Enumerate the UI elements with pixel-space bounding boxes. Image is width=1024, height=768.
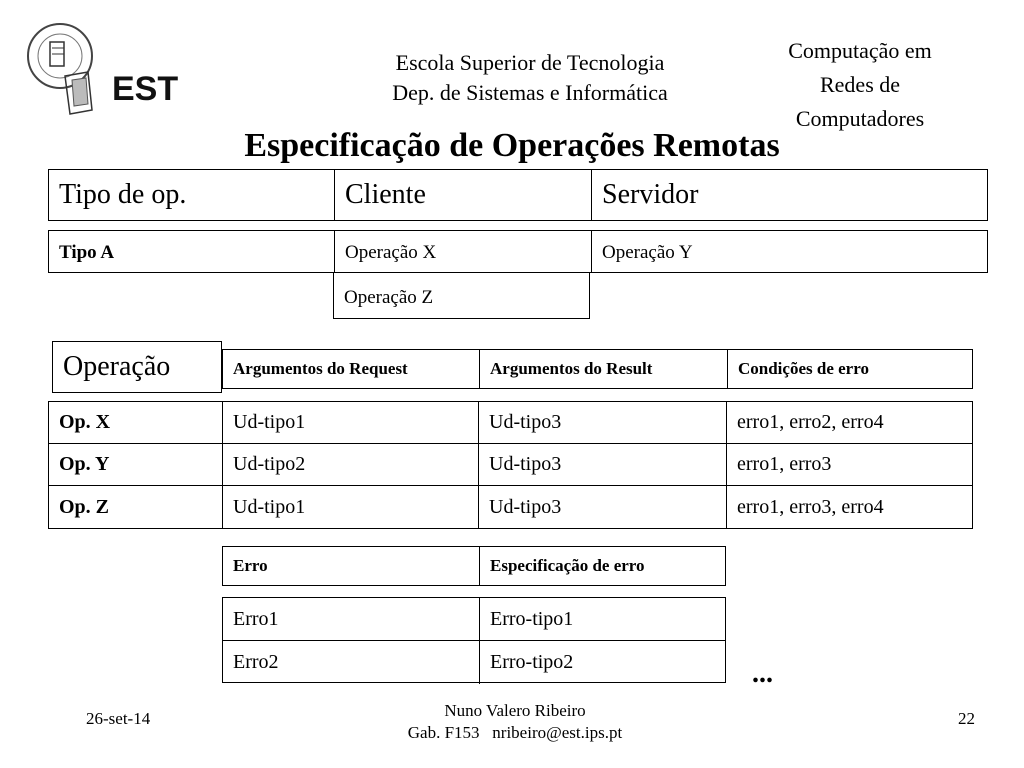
op-result: Ud-tipo3 bbox=[478, 402, 726, 443]
ops-header-type: Tipo de op. bbox=[59, 179, 187, 210]
op-request: Ud-tipo2 bbox=[222, 444, 478, 485]
error-name: Erro2 bbox=[233, 651, 279, 673]
school-logo bbox=[20, 18, 210, 118]
operation-table-body bbox=[48, 401, 973, 529]
op-result: Ud-tipo3 bbox=[478, 444, 726, 485]
op-errors: erro1, erro3, erro4 bbox=[726, 486, 972, 528]
op-name: Op. Z bbox=[59, 495, 110, 518]
ops-row-client-extra: Operação Z bbox=[333, 272, 590, 319]
table-row bbox=[49, 402, 972, 444]
ops-header-client: Cliente bbox=[334, 170, 591, 220]
op-request: Ud-tipo1 bbox=[222, 486, 478, 528]
course-line-3: Computadores bbox=[795, 106, 925, 131]
error-header-spec: Especificação de erro bbox=[479, 547, 725, 585]
ops-header-server: Servidor bbox=[591, 170, 987, 220]
error-table-header bbox=[222, 546, 726, 586]
table-row bbox=[223, 641, 725, 684]
school-name bbox=[330, 48, 730, 108]
course-line-1: Computação em bbox=[788, 38, 932, 63]
operation-table-header bbox=[222, 349, 973, 389]
continuation-ellipsis: ... bbox=[752, 658, 773, 689]
error-header-name: Erro bbox=[233, 556, 268, 575]
table-row bbox=[49, 486, 972, 528]
svg-text:EST: EST bbox=[112, 70, 179, 108]
slide-title: Especificação de Operações Remotas bbox=[244, 127, 780, 164]
op-request: Ud-tipo1 bbox=[222, 402, 478, 443]
op-header-result: Argumentos do Result bbox=[479, 350, 727, 388]
op-result: Ud-tipo3 bbox=[478, 486, 726, 528]
footer-date: 26-set-14 bbox=[86, 709, 151, 728]
course-name bbox=[755, 34, 965, 136]
course-line-2: Redes de bbox=[819, 72, 901, 97]
school-line-1: Escola Superior de Tecnologia bbox=[395, 50, 665, 75]
table-row bbox=[49, 444, 972, 486]
table-row bbox=[223, 598, 725, 641]
op-errors: erro1, erro3 bbox=[726, 444, 972, 485]
op-name: Op. Y bbox=[59, 453, 110, 475]
error-name: Erro1 bbox=[233, 607, 279, 630]
footer-author: Nuno Valero Ribeiro bbox=[444, 701, 586, 720]
error-table-body bbox=[222, 597, 726, 683]
op-header-errors: Condições de erro bbox=[727, 350, 972, 388]
ops-table-header bbox=[48, 169, 988, 221]
op-errors: erro1, erro2, erro4 bbox=[726, 402, 972, 443]
seal-icon bbox=[20, 18, 210, 118]
ops-table-row bbox=[48, 230, 988, 273]
op-header-request: Argumentos do Request bbox=[233, 359, 408, 378]
footer-author-block bbox=[350, 700, 680, 744]
error-spec: Erro-tipo2 bbox=[479, 641, 725, 684]
operation-label: Operação bbox=[52, 341, 222, 393]
footer-contact: Gab. F153 nribeiro@est.ips.pt bbox=[407, 723, 623, 742]
ops-row-type: Tipo A bbox=[59, 242, 115, 263]
op-name: Op. X bbox=[59, 411, 111, 433]
ops-row-server: Operação Y bbox=[591, 231, 987, 272]
school-line-2: Dep. de Sistemas e Informática bbox=[392, 80, 668, 105]
error-spec: Erro-tipo1 bbox=[479, 598, 725, 640]
ops-row-client: Operação X bbox=[334, 231, 591, 272]
page-number: 22 bbox=[958, 709, 975, 728]
